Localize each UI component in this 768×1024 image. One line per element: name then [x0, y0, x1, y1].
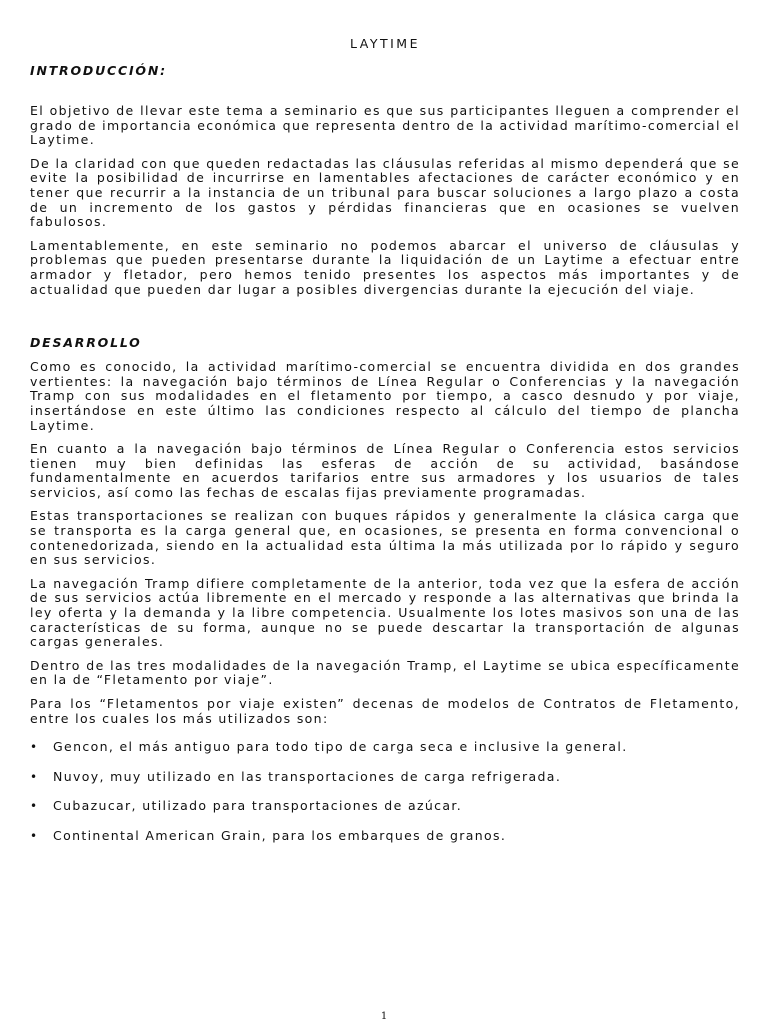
document-page [30, 36, 740, 859]
paragraph: Como es conocido, la actividad marítimo-comercial se encuentra dividida en dos grandes vertientes: la navegación bajo términos de Línea Regular o Conferencias y la navegación Tramp con sus modalidades en el fletamento por tiempo, a casco desnudo y por viaje, insertándose en este último las condiciones respecto al cálculo del tiempo de plancha Laytime. [30, 359, 740, 433]
section-heading-introduccion: INTRODUCCIÓN: [30, 63, 167, 78]
list-item-text: Gencon, el más antiguo para todo tipo de carga seca e inclusive la general. [53, 739, 628, 755]
paragraph: En cuanto a la navegación bajo términos de Línea Regular o Conferencia estos servicios tienen muy bien definidas las esferas de acción de su actividad, basándose fundamentalmente en acuerdos tarifarios entre sus armadores y los usuarios de tales servicios, así como las fechas de escalas fijas previamente programadas. [30, 441, 740, 500]
contract-models-list [30, 740, 740, 843]
paragraph: Dentro de las tres modalidades de la navegación Tramp, el Laytime se ubica específicamente en la de “Fletamento por viaje”. [30, 657, 740, 688]
list-item [30, 770, 740, 785]
paragraph: Para los “Fletamentos por viaje existen” decenas de modelos de Contratos de Fletamento, entre los cuales los más utilizados son: [30, 696, 740, 726]
paragraph: La navegación Tramp difiere completamente de la anterior, toda vez que la esfera de acción de sus servicios actúa libremente en el mercado y responde a las alternativas que brinda la ley oferta y la demanda y la libre competencia. Usualmente los lotes masivos son una de las características de su forma, aunque no se puede descartar la transportación de algunas cargas generales. [30, 575, 740, 650]
list-item-text: Nuvoy, muy utilizado en las transportaciones de carga refrigerada. [53, 768, 562, 784]
paragraph: Lamentablemente, en este seminario no podemos abarcar el universo de cláusulas y problemas que pueden presentarse durante la liquidación de un Laytime a efectuar entre armador y fletador, pero hemos tenido presentes los aspectos más importantes y de actualidad que pueden dar lugar a posibles divergencias durante la ejecución del viaje. [30, 237, 740, 297]
section-heading-desarrollo: DESARROLLO [30, 335, 142, 351]
bullet-icon: • [30, 769, 39, 784]
bullet-icon: • [30, 799, 39, 814]
list-item-text: Continental American Grain, para los embarques de granos. [53, 827, 507, 843]
paragraph: Estas transportaciones se realizan con buques rápidos y generalmente la clásica carga que se transporta es la carga general que, en ocasiones, se presenta en forma convencional o contenedorizada, siendo en la actualidad esta última la más utilizada por lo rápido y seguro en sus servicios. [30, 508, 740, 568]
bullet-icon: • [30, 740, 39, 755]
list-item [30, 829, 740, 844]
document-title: LAYTIME [350, 36, 420, 51]
page-number: 1 [380, 1011, 388, 1022]
paragraph: El objetivo de llevar este tema a seminario es que sus participantes lleguen a comprender el grado de importancia económica que representa dentro de la actividad marítimo-comercial el Laytime. [30, 103, 740, 148]
list-item-text: Cubazucar, utilizado para transportaciones de azúcar. [53, 798, 463, 814]
bullet-icon: • [30, 828, 39, 843]
paragraph: De la claridad con que queden redactadas las cláusulas referidas al mismo dependerá que se evite la posibilidad de incurrirse en lamentables afectaciones de carácter económico y en tener que recurrir a la instancia de un tribunal para buscar soluciones a largo plazo a costa de un incremento de los gastos y pérdidas financieras que en ocasiones se vuelven fabulosos. [30, 155, 740, 230]
list-item [30, 799, 740, 814]
list-item [30, 740, 740, 755]
